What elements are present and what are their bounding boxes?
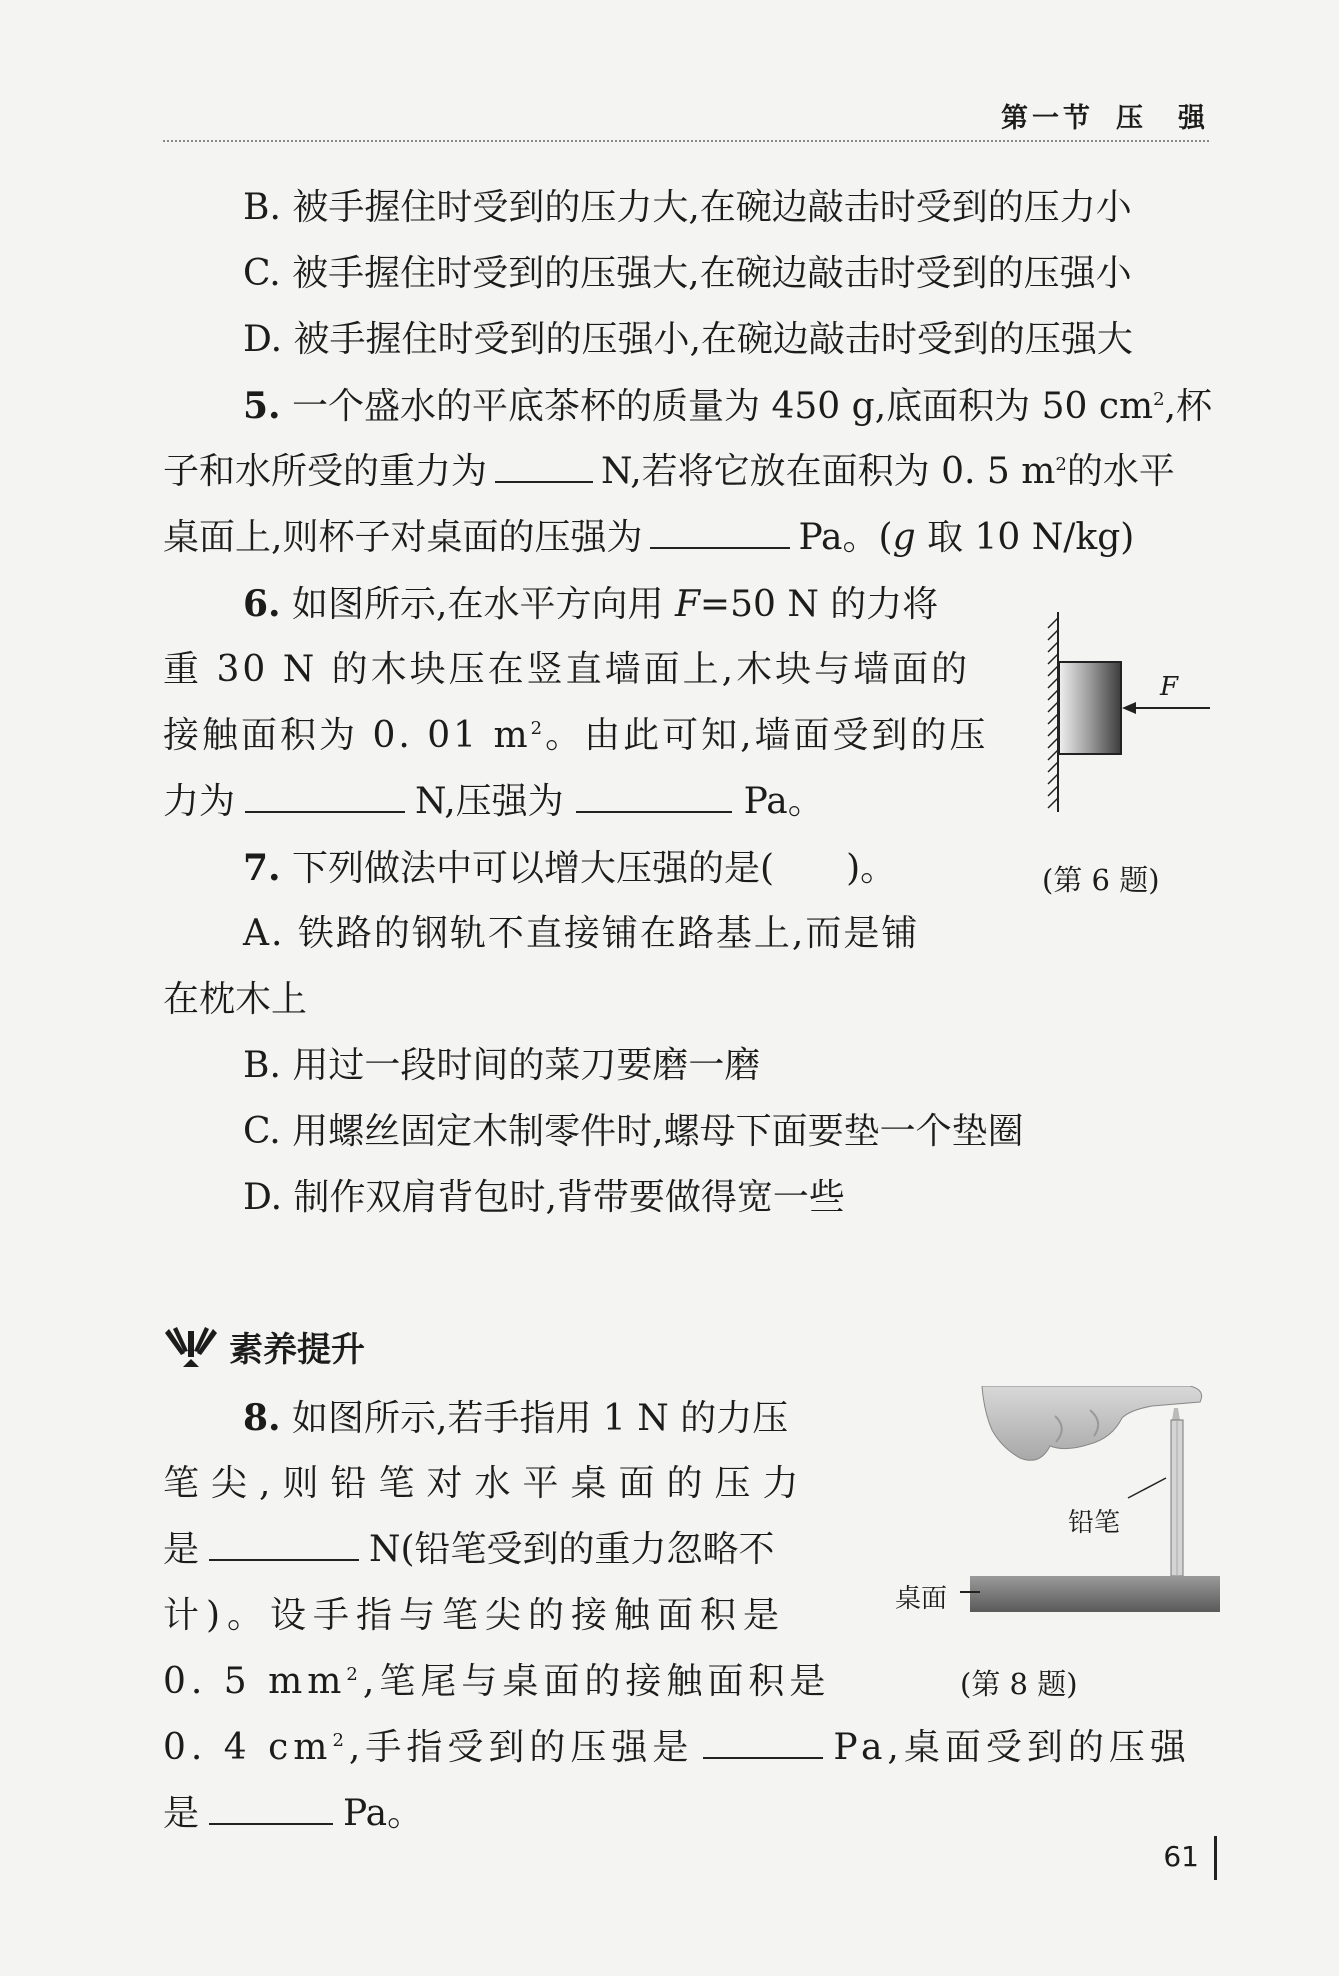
q8-answer-blank-force[interactable] — [209, 1529, 359, 1561]
q8-label-desk: 桌面 — [895, 1584, 948, 1614]
q7-option-d: D. 制作双肩背包时,背带要做得宽一些 — [243, 1177, 845, 1218]
q8-text-3a: 是 — [163, 1529, 200, 1570]
q8-line-2: 笔尖,则铅笔对水平桌面的压力 — [163, 1463, 811, 1504]
q7-stem: 下列做法中可以增大压强的是( )。 — [292, 848, 897, 889]
q6-text-4a: 力为 — [163, 781, 236, 822]
q5-line-1 — [243, 384, 1212, 429]
laurel-icon — [163, 1325, 219, 1369]
q6-text-4b: N,压强为 — [415, 781, 564, 822]
section-title: 素养提升 — [229, 1330, 365, 1370]
q6-text-1b: =50 N 的力将 — [699, 584, 939, 625]
q5-sup-2: 2 — [1055, 454, 1067, 475]
q4-option-b: B. 被手握住时受到的压力大,在碗边敲击时受到的压力小 — [243, 187, 1132, 228]
running-header — [1001, 96, 1209, 135]
q8-text-5b: ,笔尾与桌面的接触面积是 — [362, 1661, 831, 1702]
header-section-title: 压 强 — [1116, 103, 1209, 134]
q8-answer-blank-desk-pressure[interactable] — [209, 1793, 333, 1825]
q6-line-1 — [243, 582, 938, 627]
q6-answer-blank-force[interactable] — [245, 781, 405, 813]
q5-line-3 — [163, 516, 1134, 560]
q5-text-2c: 的水平 — [1066, 451, 1175, 492]
q8-text-7b: Pa。 — [343, 1793, 424, 1834]
q4-option-d: D. 被手握住时受到的压强小,在碗边敲击时受到的压强大 — [243, 319, 1133, 360]
q7-option-a-line-1: A. 铁路的钢轨不直接铺在路基上,而是铺 — [243, 913, 920, 954]
q5-g-symbol: g — [892, 517, 916, 558]
q5-text-3b: Pa。( — [798, 517, 893, 558]
page-number-divider — [1214, 1836, 1217, 1880]
q8-line-5 — [163, 1660, 830, 1704]
q8-line-7 — [163, 1792, 423, 1836]
q8-label-pencil: 铅笔 — [1068, 1508, 1121, 1538]
q6-sup: 2 — [530, 718, 546, 739]
q8-text-6a: 0. 4 cm — [163, 1727, 333, 1768]
q6-figure-block-on-wall — [1040, 612, 1220, 822]
header-section-number: 第一节 — [1001, 103, 1094, 134]
q8-text-6b: ,手指受到的压强是 — [348, 1727, 694, 1768]
q8-line-1 — [243, 1396, 788, 1441]
q8-answer-blank-finger-pressure[interactable] — [703, 1727, 823, 1759]
q8-line-3 — [163, 1528, 775, 1572]
q8-sup-5: 2 — [346, 1664, 363, 1685]
q5-text-1: 一个盛水的平底茶杯的质量为 450 g,底面积为 50 cm — [292, 386, 1154, 427]
q7-number: 7. — [243, 847, 281, 889]
q5-text-3c: 取 10 N/kg) — [915, 517, 1135, 558]
q8-line-4: 计)。设手指与笔尖的接触面积是 — [163, 1595, 787, 1636]
section-heading — [163, 1322, 365, 1371]
q5-text-2a: 子和水所受的重力为 — [163, 451, 488, 492]
q7-line-stem — [243, 846, 896, 891]
q6-line-3 — [163, 714, 989, 758]
q7-option-b: B. 用过一段时间的菜刀要磨一磨 — [243, 1045, 761, 1086]
q7-option-c: C. 用螺丝固定木制零件时,螺母下面要垫一个垫圈 — [243, 1111, 1024, 1152]
q6-line-4 — [163, 780, 824, 824]
q5-text-1-end: ,杯 — [1164, 386, 1213, 427]
q6-line-2: 重 30 N 的木块压在竖直墙面上,木块与墙面的 — [163, 649, 971, 690]
q5-sup-1: 2 — [1153, 389, 1165, 410]
q7-option-a-line-2: 在枕木上 — [163, 979, 308, 1020]
q8-text-1: 如图所示,若手指用 1 N 的力压 — [292, 1398, 789, 1439]
q5-answer-blank-gravity[interactable] — [495, 451, 593, 483]
q8-line-6 — [163, 1726, 1191, 1770]
q8-text-3b: N(铅笔受到的重力忽略不 — [369, 1529, 775, 1570]
q6-text-1a: 如图所示,在水平方向用 — [292, 584, 675, 625]
q8-figure-caption: (第 8 题) — [960, 1667, 1078, 1701]
q8-text-7a: 是 — [163, 1793, 200, 1834]
q8-text-6c: Pa,桌面受到的压强 — [833, 1727, 1191, 1768]
q8-sup-6: 2 — [332, 1730, 349, 1751]
q6-f-symbol: F — [674, 584, 700, 625]
q5-answer-blank-pressure[interactable] — [650, 517, 790, 549]
q5-text-2b: N,若将它放在面积为 0. 5 m — [601, 451, 1056, 492]
q6-text-3b: 。由此可知,墙面受到的压 — [545, 715, 989, 756]
header-divider — [163, 140, 1209, 142]
q6-figure-caption: (第 6 题) — [1042, 863, 1160, 897]
q4-option-c: C. 被手握住时受到的压强大,在碗边敲击时受到的压强小 — [243, 253, 1132, 294]
q6-text-4c: Pa。 — [743, 781, 824, 822]
page-number: 61 — [1163, 1840, 1199, 1873]
q5-line-2 — [163, 450, 1175, 494]
q5-number: 5. — [243, 385, 281, 427]
q5-text-3a: 桌面上,则杯子对桌面的压强为 — [163, 517, 643, 558]
q6-text-3a: 接触面积为 0. 01 m — [163, 715, 531, 756]
q6-answer-blank-pressure[interactable] — [576, 781, 732, 813]
q6-number: 6. — [243, 583, 281, 625]
q8-number: 8. — [243, 1397, 281, 1439]
q6-figure-label-f: F — [1160, 672, 1179, 702]
q8-text-5a: 0. 5 mm — [163, 1661, 347, 1702]
